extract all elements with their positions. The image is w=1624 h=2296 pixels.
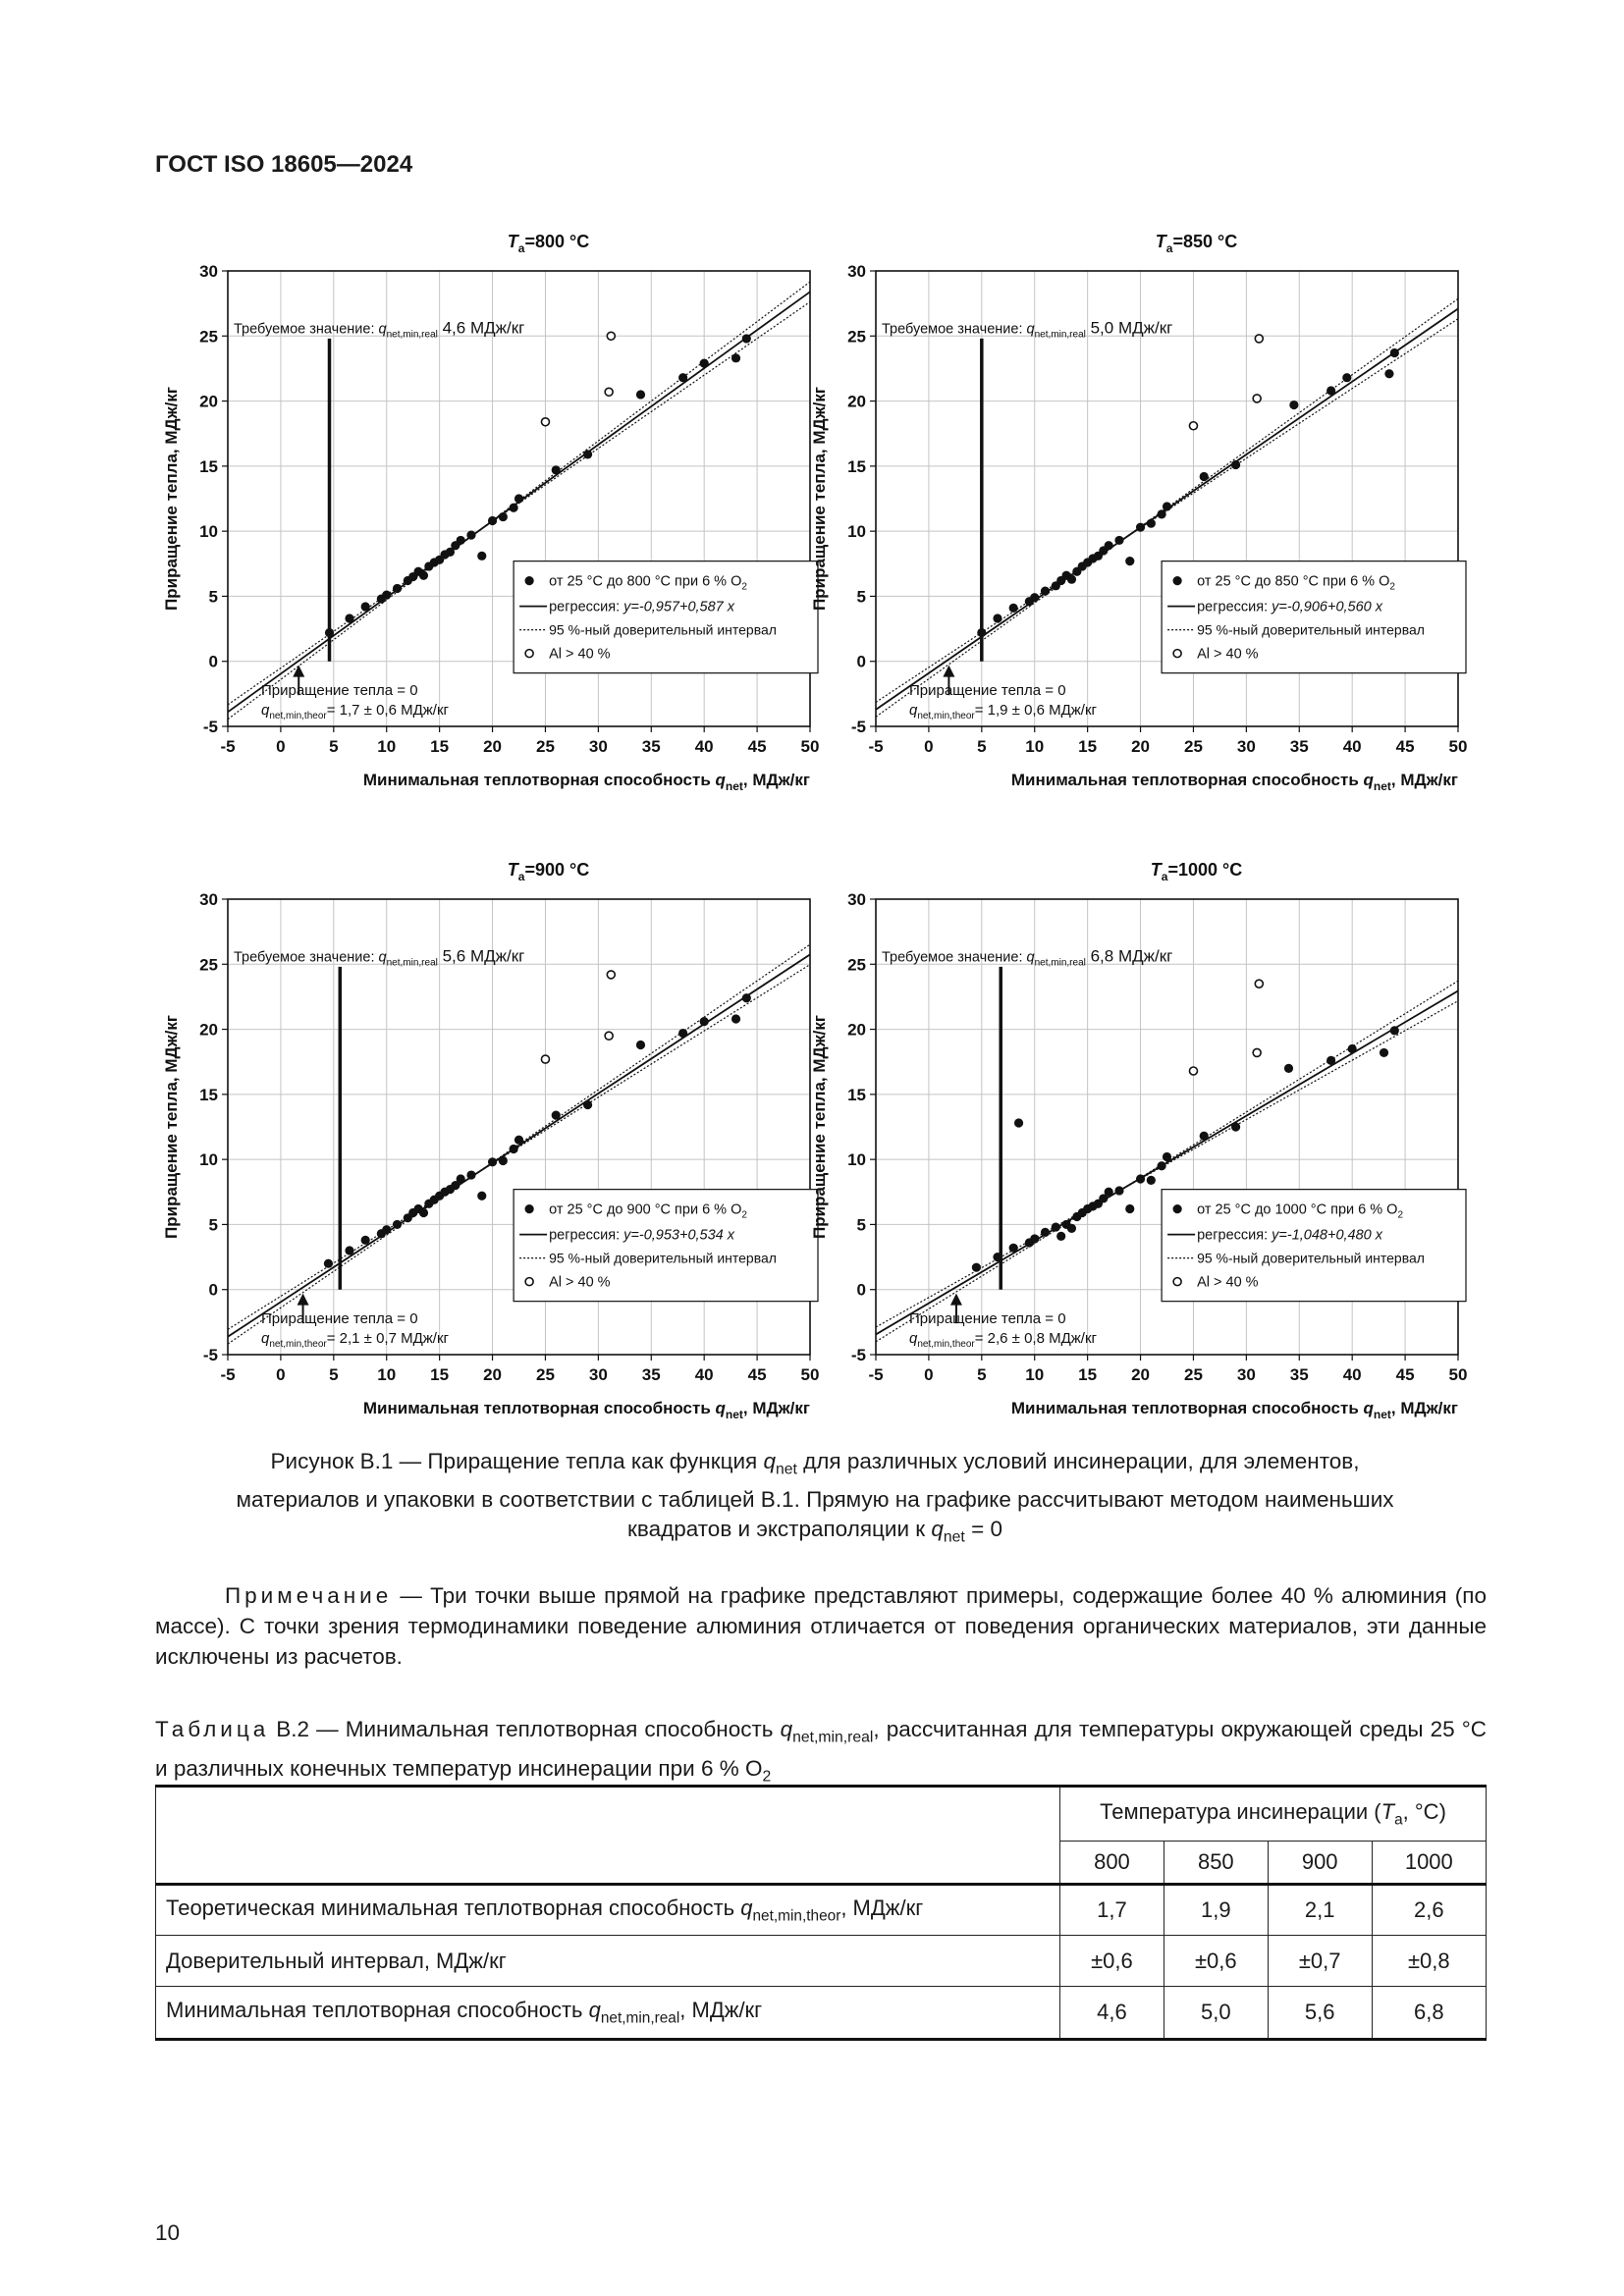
chart-svg	[805, 224, 1532, 901]
legend-marker-filled	[525, 576, 534, 585]
data-point-filled	[393, 584, 402, 593]
table-cell: 6,8	[1372, 1987, 1486, 2040]
y-tick-label: 20	[199, 392, 218, 411]
data-point-filled	[1009, 604, 1018, 613]
x-axis-label: Минимальная теплотворная способность $q_{net}$, МДж/кг	[1010, 771, 1458, 793]
data-point-filled	[583, 450, 592, 458]
data-point-open	[607, 332, 615, 340]
x-tick-label: 25	[1183, 737, 1203, 756]
chart-svg	[157, 852, 884, 1529]
x-tick-label: 40	[694, 737, 714, 756]
data-point-filled	[1342, 373, 1351, 382]
x-tick-label: 45	[1395, 1365, 1415, 1384]
y-tick-label: 30	[847, 890, 866, 909]
x-tick-label: 15	[430, 737, 450, 756]
data-point-filled	[700, 1017, 709, 1026]
y-tick-label: 30	[199, 890, 218, 909]
chart-svg	[805, 852, 1532, 1529]
data-point-filled	[1125, 1204, 1134, 1213]
y-tick-label: 20	[847, 392, 866, 411]
data-point-filled	[1158, 509, 1166, 518]
y-axis-label: Приращение тепла, МДж/кг	[162, 387, 181, 611]
table-header-temp: 1000	[1372, 1842, 1486, 1885]
note-text: — Три точки выше прямой на графике представляют примеры, содержащие более 40 % алюминия (по массе). С точки зрения термодинамики поведение алюминия отличается от поведения органических материалов, эти данные исключены из расчетов.	[155, 1583, 1487, 1669]
data-point-filled	[1030, 593, 1039, 602]
data-point-filled	[700, 359, 709, 368]
data-point-filled	[1136, 1174, 1145, 1183]
data-point-filled	[325, 628, 334, 637]
y-tick-label: 25	[847, 327, 866, 347]
x-tick-label: 45	[1395, 737, 1415, 756]
y-tick-label: -5	[850, 1346, 866, 1364]
y-axis-label: Приращение тепла, МДж/кг	[810, 1015, 829, 1239]
x-tick-label: 10	[1025, 1365, 1045, 1384]
x-tick-label: 35	[641, 737, 661, 756]
data-point-open	[541, 1055, 549, 1063]
x-tick-label: 40	[1342, 737, 1362, 756]
y-tick-label: 30	[199, 262, 218, 281]
x-tick-label: 25	[535, 737, 555, 756]
table-row	[156, 1936, 1487, 1987]
table-cell: ±0,7	[1268, 1936, 1372, 1987]
zero-annotation-line-1: Приращение тепла = 0	[261, 682, 418, 700]
chart-800	[157, 224, 884, 901]
data-point-filled	[1147, 519, 1156, 528]
table-cell: ±0,8	[1372, 1936, 1486, 1987]
y-tick-label: 5	[208, 1215, 218, 1235]
table-row	[156, 1885, 1487, 1936]
data-point-filled	[552, 465, 561, 474]
data-point-filled	[1390, 1026, 1399, 1035]
x-axis-label: Минимальная теплотворная способность $q_{net}$, МДж/кг	[362, 1399, 810, 1421]
chart-title: $T_a=800$ °C	[507, 232, 590, 255]
legend-marker-filled	[1173, 576, 1182, 585]
data-point-open	[1189, 1067, 1197, 1075]
legend-al-label: Al > 40 %	[549, 1274, 611, 1291]
x-tick-label: 0	[276, 1365, 286, 1384]
data-point-filled	[1009, 1244, 1018, 1253]
data-point-filled	[1289, 400, 1298, 409]
data-point-filled	[1041, 587, 1050, 596]
x-tick-label: 0	[924, 737, 934, 756]
data-point-filled	[742, 334, 751, 343]
data-point-filled	[477, 1192, 486, 1201]
legend-regression-label: регрессия: y=-1,048+0,480 x	[1197, 1227, 1383, 1244]
data-point-filled	[361, 1236, 370, 1245]
x-tick-label: 15	[430, 1365, 450, 1384]
x-tick-label: 5	[329, 737, 339, 756]
x-tick-label: 0	[924, 1365, 934, 1384]
figure-note	[155, 1580, 1487, 1672]
legend-al-label: Al > 40 %	[1197, 1274, 1259, 1291]
table-cell: 2,1	[1268, 1885, 1372, 1936]
data-point-filled	[1380, 1048, 1388, 1057]
y-tick-label: 15	[847, 456, 866, 476]
data-point-filled	[466, 531, 475, 540]
data-point-filled	[510, 1145, 518, 1153]
document-header: ГОСТ ISO 18605—2024	[155, 151, 413, 178]
data-point-filled	[1326, 386, 1335, 395]
data-point-filled	[1125, 557, 1134, 565]
data-point-filled	[510, 504, 518, 512]
data-point-filled	[1348, 1044, 1357, 1053]
x-tick-label: 10	[377, 1365, 397, 1384]
table-corner-cell	[156, 1787, 1060, 1885]
table-header-temp: 800	[1060, 1842, 1164, 1885]
data-point-filled	[1030, 1234, 1039, 1243]
y-tick-label: 10	[847, 522, 866, 542]
legend-measured-label: от 25 °C до 800 °C при 6 % $O_2$	[549, 573, 747, 593]
x-axis-label: Минимальная теплотворная способность $q_{net}$, МДж/кг	[1010, 1399, 1458, 1421]
x-tick-label: 5	[977, 1365, 987, 1384]
y-tick-label: 0	[856, 1280, 866, 1300]
y-tick-label: 10	[199, 1150, 218, 1170]
x-tick-label: 0	[276, 737, 286, 756]
legend-marker-filled	[525, 1204, 534, 1213]
table-header-temp: 900	[1268, 1842, 1372, 1885]
data-point-filled	[1052, 1222, 1060, 1231]
data-point-filled	[345, 614, 353, 622]
data-point-filled	[1147, 1176, 1156, 1185]
table-cell: 5,6	[1268, 1987, 1372, 2040]
zero-annotation-line-1: Приращение тепла = 0	[909, 682, 1066, 700]
data-point-filled	[1105, 1188, 1113, 1197]
legend-marker-open	[525, 650, 533, 658]
chart-850	[805, 224, 1532, 901]
data-point-filled	[1041, 1228, 1050, 1237]
y-tick-label: 0	[208, 1280, 218, 1300]
data-point-filled	[324, 1259, 333, 1268]
table-row-label: Доверительный интервал, МДж/кг	[156, 1936, 1060, 1987]
y-axis-label: Приращение тепла, МДж/кг	[810, 387, 829, 611]
data-point-open	[1189, 422, 1197, 430]
y-tick-label: -5	[850, 718, 866, 736]
data-point-filled	[1200, 472, 1209, 481]
x-tick-label: 35	[641, 1365, 661, 1384]
data-point-filled	[345, 1246, 353, 1255]
x-tick-label: -5	[220, 737, 236, 756]
x-tick-label: 10	[377, 737, 397, 756]
x-tick-label: 15	[1078, 1365, 1098, 1384]
y-axis-label: Приращение тепла, МДж/кг	[162, 1015, 181, 1239]
y-tick-label: 10	[199, 522, 218, 542]
table-row-label: Теоретическая минимальная теплотворная способность $q_{net,min,theor}$, МДж/кг	[156, 1885, 1060, 1936]
data-point-filled	[499, 512, 508, 521]
data-point-filled	[488, 516, 497, 525]
data-point-filled	[466, 1170, 475, 1179]
table-header-temp: 850	[1164, 1842, 1268, 1885]
caption-line-1: Рисунок B.1 — Приращение тепла как функция $q_{net}$ для различных условий инсинерации, для элементов,	[270, 1449, 1360, 1478]
x-tick-label: 5	[329, 1365, 339, 1384]
x-tick-label: 20	[483, 1365, 503, 1384]
x-tick-label: 50	[800, 1365, 820, 1384]
zero-annotation-line-2: $q_{net,min,theor}= 1,9 \pm 0,6$ МДж/кг	[909, 702, 1097, 722]
x-tick-label: 45	[747, 737, 767, 756]
legend-measured-label: от 25 °C до 1000 °C при 6 % $O_2$	[1197, 1201, 1404, 1221]
y-tick-label: 15	[199, 1085, 218, 1104]
required-value-label: Требуемое значение: $q_{net,min,real}$ 5,6 МДж/кг	[234, 946, 525, 969]
chart-title: $T_a=1000$ °C	[1150, 860, 1243, 883]
x-tick-label: 40	[1342, 1365, 1362, 1384]
legend-regression-label: регрессия: y=-0,953+0,534 x	[549, 1227, 735, 1244]
data-point-filled	[1158, 1161, 1166, 1170]
x-tick-label: 50	[1448, 1365, 1468, 1384]
data-point-filled	[1136, 523, 1145, 532]
legend-marker-filled	[1173, 1204, 1182, 1213]
legend-marker-open	[525, 1278, 533, 1286]
x-tick-label: 40	[694, 1365, 714, 1384]
y-tick-label: -5	[202, 1346, 218, 1364]
legend-ci-label: 95 %-ный доверительный интервал	[1197, 621, 1425, 638]
y-tick-label: 10	[847, 1150, 866, 1170]
zero-crossing-arrow-head	[293, 666, 304, 677]
legend-al-label: Al > 40 %	[549, 646, 611, 663]
data-point-filled	[636, 390, 645, 399]
x-tick-label: 50	[800, 737, 820, 756]
y-tick-label: 25	[199, 955, 218, 975]
table-row-label: Минимальная теплотворная способность $q_{net,min,real}$, МДж/кг	[156, 1987, 1060, 2040]
data-point-filled	[1390, 348, 1399, 357]
legend-regression-label: регрессия: y=-0,957+0,587 x	[549, 599, 735, 615]
table-cell: 4,6	[1060, 1987, 1164, 2040]
data-point-filled	[1056, 1232, 1065, 1241]
results-table	[155, 1785, 1487, 2041]
data-point-open	[1253, 1048, 1261, 1056]
table-cell: 1,7	[1060, 1885, 1164, 1936]
x-tick-label: 5	[977, 737, 987, 756]
caption-line-3: квадратов и экстраполяции к $q_{net} = 0$	[627, 1516, 1002, 1545]
data-point-filled	[1200, 1132, 1209, 1141]
y-tick-label: 30	[847, 262, 866, 281]
data-point-filled	[1231, 460, 1240, 469]
data-point-filled	[1231, 1122, 1240, 1131]
x-tick-label: 50	[1448, 737, 1468, 756]
data-point-open	[1255, 980, 1263, 988]
table-row	[156, 1987, 1487, 2040]
y-tick-label: 20	[199, 1020, 218, 1040]
figure-caption	[157, 1447, 1473, 1552]
y-tick-label: 25	[847, 955, 866, 975]
data-point-filled	[1114, 536, 1123, 545]
data-point-filled	[731, 353, 740, 362]
x-tick-label: 25	[535, 1365, 555, 1384]
legend-measured-label: от 25 °C до 900 °C при 6 % $O_2$	[549, 1201, 747, 1221]
data-point-open	[541, 418, 549, 426]
zero-crossing-arrow-head	[298, 1294, 309, 1306]
zero-crossing-arrow-head	[950, 1294, 962, 1306]
x-tick-label: 15	[1078, 737, 1098, 756]
data-point-filled	[678, 1029, 687, 1038]
data-point-filled	[488, 1157, 497, 1166]
chart-svg	[157, 224, 884, 901]
required-value-label: Требуемое значение: $q_{net,min,real}$ 6,8 МДж/кг	[882, 946, 1173, 969]
data-point-filled	[514, 1136, 523, 1145]
legend-regression-label: регрессия: y=-0,906+0,560 x	[1197, 599, 1383, 615]
data-point-filled	[419, 1208, 428, 1217]
y-tick-label: 20	[847, 1020, 866, 1040]
data-point-filled	[499, 1156, 508, 1165]
x-tick-label: 30	[1236, 737, 1256, 756]
data-point-filled	[1067, 1224, 1076, 1233]
table-cell: ±0,6	[1060, 1936, 1164, 1987]
zero-annotation-line-1: Приращение тепла = 0	[909, 1310, 1066, 1328]
legend-marker-open	[1173, 650, 1181, 658]
zero-annotation-line-2: $q_{net,min,theor}= 1,7 \pm 0,6$ МДж/кг	[261, 702, 449, 722]
data-point-filled	[742, 993, 751, 1002]
data-point-filled	[552, 1110, 561, 1119]
data-point-filled	[977, 628, 986, 637]
data-point-filled	[1163, 1152, 1171, 1161]
x-tick-label: -5	[220, 1365, 236, 1384]
x-tick-label: 20	[483, 737, 503, 756]
y-tick-label: 0	[208, 652, 218, 671]
data-point-filled	[514, 494, 523, 503]
data-point-open	[605, 388, 613, 396]
x-tick-label: 30	[588, 1365, 608, 1384]
y-tick-label: 0	[856, 652, 866, 671]
y-tick-label: 15	[199, 456, 218, 476]
zero-annotation-line-2: $q_{net,min,theor}= 2,6 \pm 0,8$ МДж/кг	[909, 1330, 1097, 1351]
x-tick-label: 35	[1289, 737, 1309, 756]
data-point-filled	[457, 1174, 465, 1183]
data-point-filled	[382, 1225, 391, 1234]
data-point-filled	[993, 1253, 1001, 1261]
table-cell: 1,9	[1164, 1885, 1268, 1936]
x-tick-label: 30	[588, 737, 608, 756]
data-point-open	[605, 1032, 613, 1040]
caption-line-2: материалов и упаковки в соответствии с таблицей B.1. Прямую на графике рассчитывают методом наименьших	[236, 1486, 1394, 1512]
data-point-filled	[731, 1014, 740, 1023]
legend-ci-label: 95 %-ный доверительный интервал	[549, 1250, 777, 1266]
required-value-label: Требуемое значение: $q_{net,min,real}$ 4,6 МДж/кг	[234, 318, 525, 341]
data-point-filled	[1326, 1056, 1335, 1065]
data-point-filled	[419, 571, 428, 580]
required-value-label: Требуемое значение: $q_{net,min,real}$ 5,0 МДж/кг	[882, 318, 1173, 341]
data-point-filled	[457, 536, 465, 545]
x-tick-label: 20	[1131, 1365, 1151, 1384]
legend-measured-label: от 25 °C до 850 °C при 6 % $O_2$	[1197, 573, 1395, 593]
zero-crossing-arrow-head	[943, 666, 954, 677]
y-tick-label: 5	[856, 587, 866, 607]
data-point-filled	[1067, 575, 1076, 584]
y-tick-label: 15	[847, 1085, 866, 1104]
data-point-filled	[1014, 1118, 1023, 1127]
data-point-open	[607, 971, 615, 979]
x-tick-label: 35	[1289, 1365, 1309, 1384]
data-point-open	[1253, 395, 1261, 402]
data-point-filled	[636, 1041, 645, 1049]
table-group-header: Температура инсинерации ($T_a$, °C)	[1060, 1787, 1487, 1842]
data-point-filled	[1384, 369, 1393, 378]
table-cell: 2,6	[1372, 1885, 1486, 1936]
data-point-filled	[1105, 541, 1113, 550]
data-point-filled	[972, 1263, 981, 1272]
table-cell: 5,0	[1164, 1987, 1268, 2040]
y-tick-label: 5	[208, 587, 218, 607]
table-cell: ±0,6	[1164, 1936, 1268, 1987]
data-point-filled	[993, 614, 1001, 622]
x-tick-label: -5	[868, 1365, 884, 1384]
legend-ci-label: 95 %-ный доверительный интервал	[549, 621, 777, 638]
legend-marker-open	[1173, 1278, 1181, 1286]
x-tick-label: 30	[1236, 1365, 1256, 1384]
data-point-open	[1255, 335, 1263, 343]
chart-1000	[805, 852, 1532, 1529]
table-caption: Таблица B.2 — Минимальная теплотворная способность $q_{net,min,real}$, рассчитанная для температуры окружающей среды 25 °C и различных конечных температур инсинерации при 6 % $O_2$	[155, 1717, 1487, 1785]
x-tick-label: 25	[1183, 1365, 1203, 1384]
zero-annotation-line-1: Приращение тепла = 0	[261, 1310, 418, 1328]
note-label: Примечание	[225, 1583, 393, 1608]
legend-al-label: Al > 40 %	[1197, 646, 1259, 663]
x-tick-label: 10	[1025, 737, 1045, 756]
y-tick-label: 25	[199, 327, 218, 347]
chart-900	[157, 852, 884, 1529]
data-point-filled	[382, 591, 391, 600]
page-number: 10	[155, 2220, 181, 2245]
data-point-filled	[1114, 1186, 1123, 1195]
data-point-filled	[678, 373, 687, 382]
data-point-filled	[361, 602, 370, 611]
chart-title: $T_a=850$ °C	[1155, 232, 1238, 255]
y-tick-label: -5	[202, 718, 218, 736]
x-tick-label: -5	[868, 737, 884, 756]
data-point-filled	[477, 552, 486, 561]
data-point-filled	[1163, 502, 1171, 510]
chart-title: $T_a=900$ °C	[507, 860, 590, 883]
data-point-filled	[393, 1220, 402, 1229]
x-tick-label: 45	[747, 1365, 767, 1384]
x-tick-label: 20	[1131, 737, 1151, 756]
x-axis-label: Минимальная теплотворная способность $q_{net}$, МДж/кг	[362, 771, 810, 793]
zero-annotation-line-2: $q_{net,min,theor}= 2,1 \pm 0,7$ МДж/кг	[261, 1330, 449, 1351]
y-tick-label: 5	[856, 1215, 866, 1235]
legend-ci-label: 95 %-ный доверительный интервал	[1197, 1250, 1425, 1266]
data-point-filled	[1284, 1064, 1293, 1073]
data-point-filled	[583, 1100, 592, 1109]
